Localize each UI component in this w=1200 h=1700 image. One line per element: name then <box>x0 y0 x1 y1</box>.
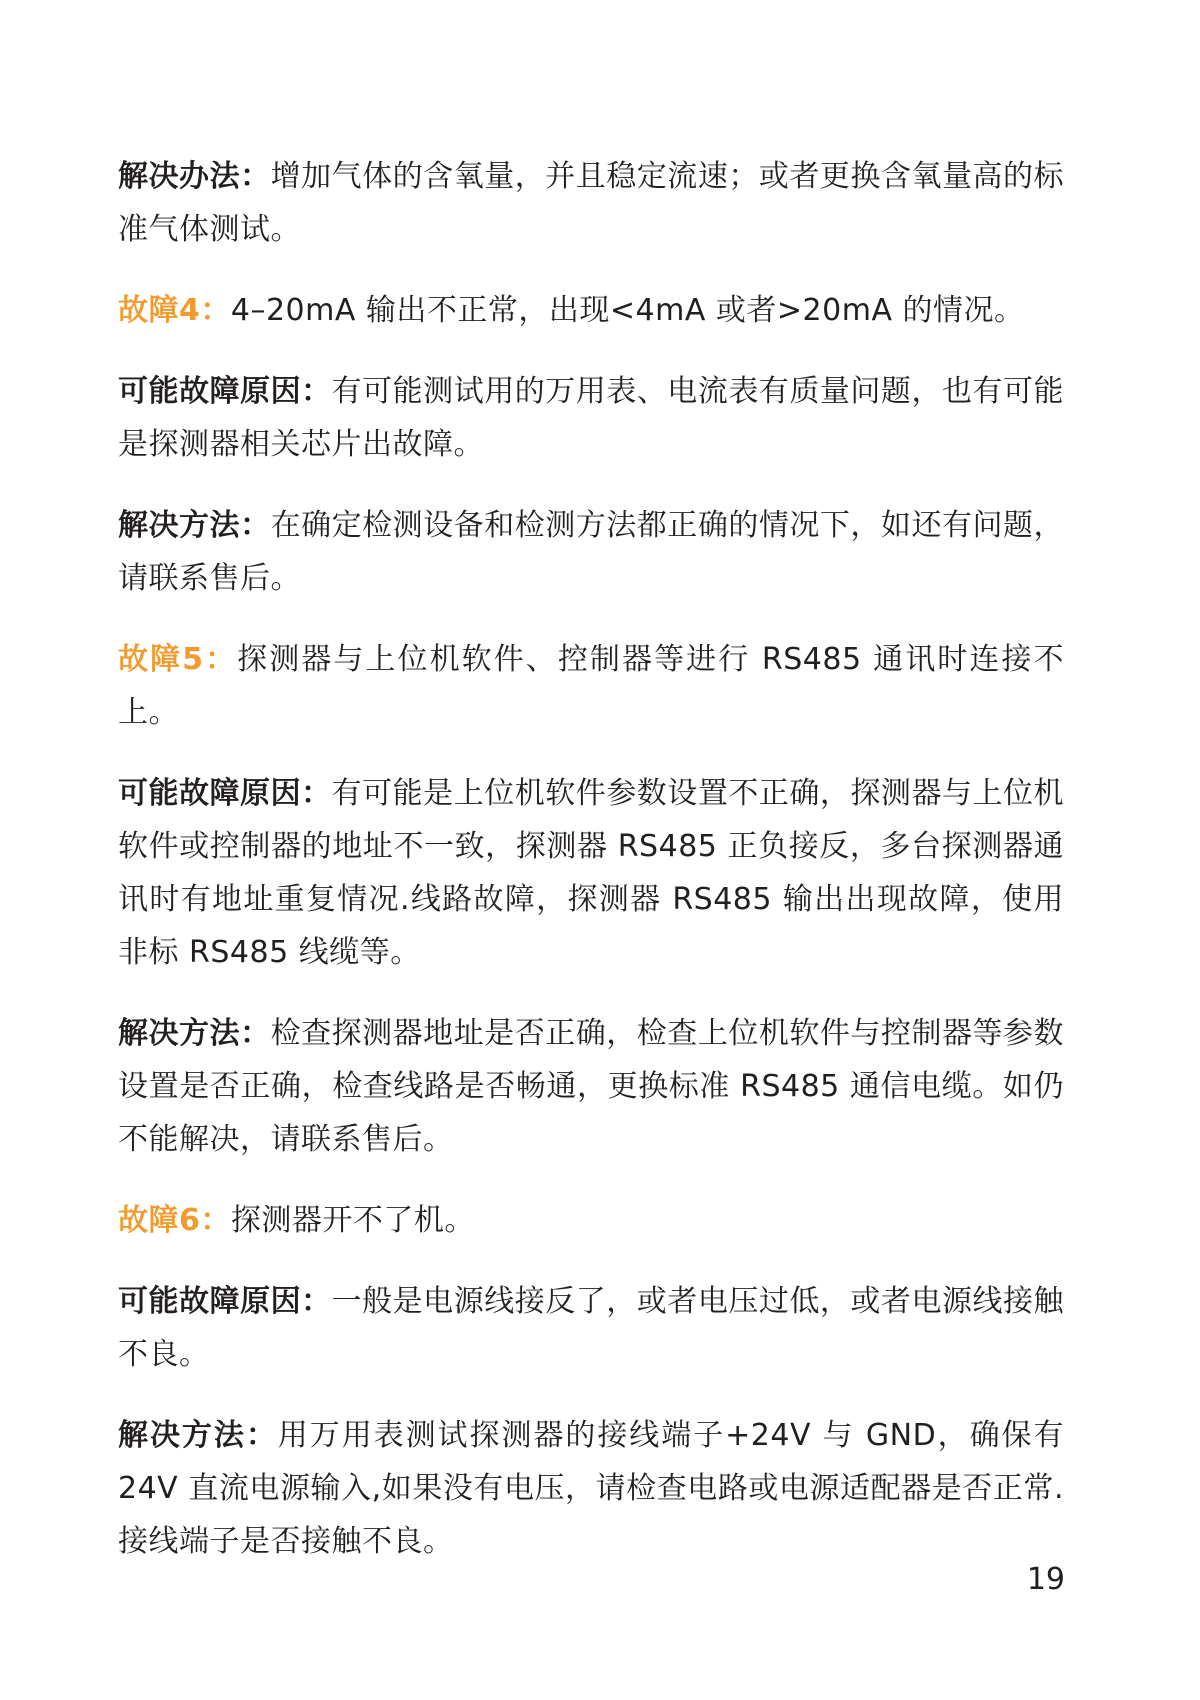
solution-label: 解决方法： <box>118 508 271 543</box>
paragraph-text: 在确定检测设备和检测方法都正确的情况下，如还有问题，请联系售后。 <box>118 508 1065 596</box>
paragraph-fault-6 <box>118 1194 1064 1247</box>
cause-label: 可能故障原因： <box>118 1284 332 1319</box>
document-body <box>118 150 1064 1596</box>
paragraph-solution-4 <box>118 499 1064 605</box>
fault-label: 故障6： <box>118 1203 231 1238</box>
fault-label: 故障5： <box>118 642 238 677</box>
solution-label: 解决方法： <box>118 1016 271 1051</box>
paragraph-solution-6 <box>118 1409 1064 1568</box>
paragraph-text: 用万用表测试探测器的接线端子+24V 与 GND，确保有24V 直流电源输入,如果没有电压，请检查电路或电源适配器是否正常.接线端子是否接触不良。 <box>118 1418 1065 1559</box>
paragraph-cause-6 <box>118 1275 1064 1381</box>
paragraph-text: 探测器开不了机。 <box>230 1203 475 1238</box>
paragraph-text: 4–20mA 输出不正常，出现<4mA 或者>20mA 的情况。 <box>230 293 1025 328</box>
solution-label: 解决方法： <box>118 1418 278 1453</box>
solution-label: 解决办法： <box>118 159 271 194</box>
paragraph-text: 有可能是上位机软件参数设置不正确，探测器与上位机软件或控制器的地址不一致，探测器 RS485 正负接反，多台探测器通讯时有地址重复情况.线路故障，探测器 RS485 输出出现故障，使用非标 RS485 线缆等。 <box>118 776 1065 970</box>
paragraph-fault-5 <box>118 633 1064 739</box>
page-number: 19 <box>1026 1562 1065 1597</box>
paragraph-cause-5 <box>118 767 1064 979</box>
paragraph-text: 探测器与上位机软件、控制器等进行 RS485 通讯时连接不上。 <box>118 642 1064 730</box>
cause-label: 可能故障原因： <box>118 374 332 409</box>
cause-label: 可能故障原因： <box>118 776 332 811</box>
fault-label: 故障4： <box>118 293 231 328</box>
paragraph-text: 检查探测器地址是否正确，检查上位机软件与控制器等参数设置是否正确，检查线路是否畅通，更换标准 RS485 通信电缆。如仍不能解决，请联系售后。 <box>118 1016 1065 1157</box>
paragraph-cause-4 <box>118 365 1064 471</box>
paragraph-solution-5 <box>118 1007 1064 1166</box>
paragraph-text: 有可能测试用的万用表、电流表有质量问题，也有可能是探测器相关芯片出故障。 <box>118 374 1065 462</box>
paragraph-fault-4 <box>118 284 1064 337</box>
paragraph-solution-1 <box>118 150 1064 256</box>
paragraph-text: 一般是电源线接反了，或者电压过低，或者电源线接触不良。 <box>118 1284 1065 1372</box>
paragraph-text: 增加气体的含氧量，并且稳定流速；或者更换含氧量高的标准气体测试。 <box>118 159 1065 247</box>
